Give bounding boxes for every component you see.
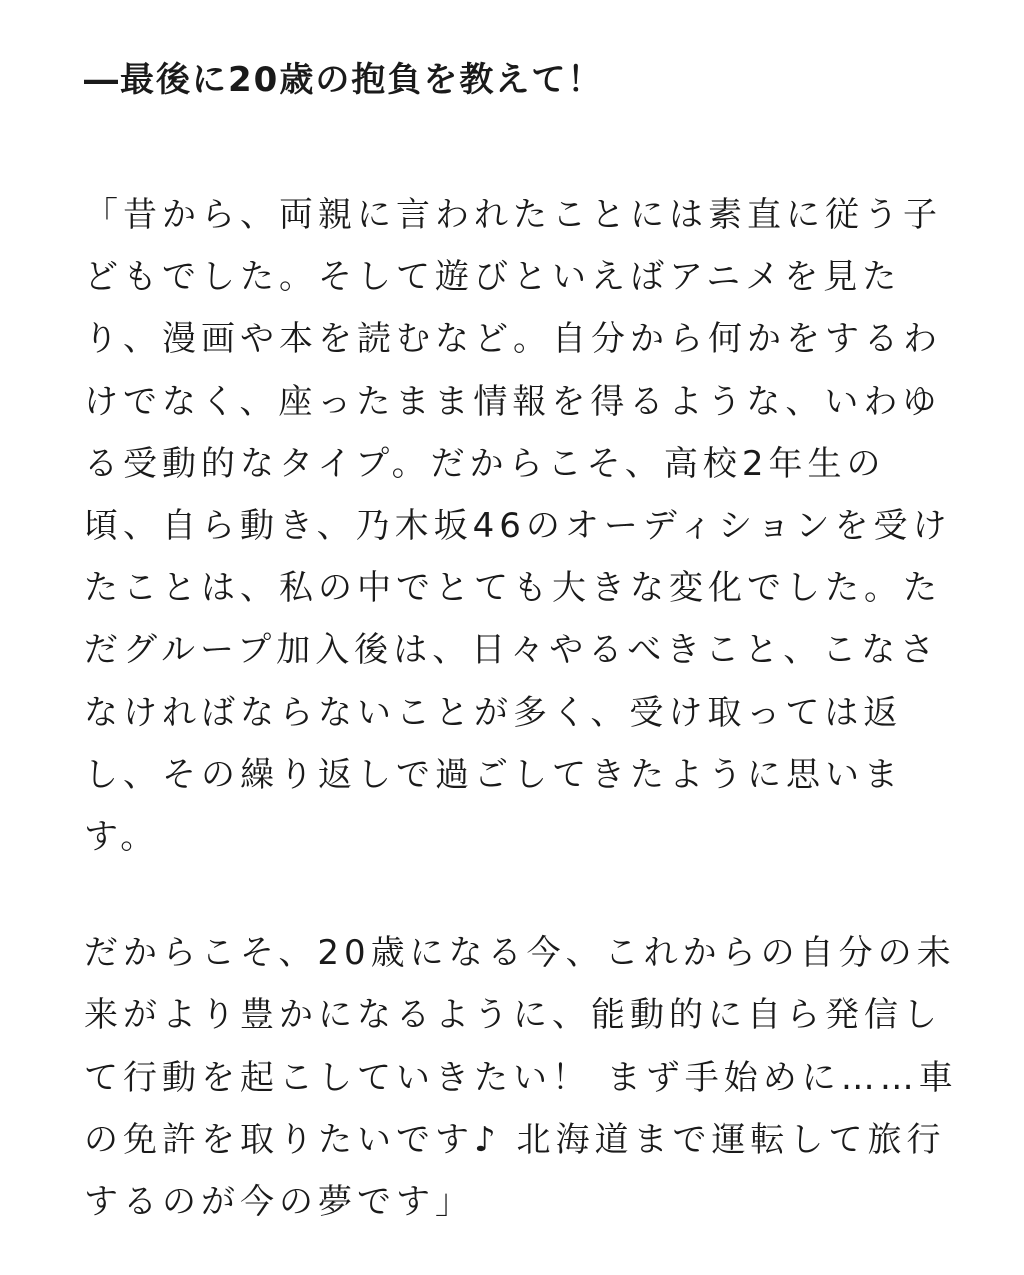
- paragraph-line: す。: [84, 817, 160, 858]
- paragraph-line: だグループ加入後は、日々やるべきこと、こなさ: [84, 630, 940, 671]
- paragraph-line: り、漫画や本を読むなど。自分から何かをするわ: [84, 319, 942, 360]
- paragraph-line: だからこそ、20歳になる今、これからの自分の未: [84, 933, 956, 974]
- paragraph-line: し、その繰り返しで過ごしてきたように思いま: [84, 754, 903, 795]
- article-paragraph: [84, 922, 958, 1233]
- paragraph-line: 「昔から、両親に言われたことには素直に従う子: [84, 195, 942, 235]
- paragraph-line: けでなく、座ったまま情報を得るような、いわゆ: [84, 381, 942, 422]
- paragraph-line: る受動的なタイプ。だからこそ、高校2年生の: [84, 443, 886, 484]
- paragraph-line: 頃、自ら動き、乃木坂46のオーディションを受け: [84, 506, 952, 547]
- paragraph-line: たことは、私の中でとても大きな変化でした。た: [84, 568, 942, 609]
- paragraph-line: なければならないことが多く、受け取っては返: [84, 692, 903, 733]
- article-paragraph: [84, 184, 952, 868]
- paragraph-line: するのが今の夢です」: [84, 1182, 474, 1223]
- paragraph-line: て行動を起こしていきたい！ まず手始めに……車: [84, 1057, 958, 1098]
- article: [84, 52, 958, 1233]
- paragraph-line: 来がより豊かになるように、能動的に自ら発信し: [84, 995, 942, 1036]
- paragraph-line: どもでした。そして遊びといえばアニメを見た: [84, 257, 902, 298]
- article-heading: ―最後に20歳の抱負を教えて！: [84, 60, 604, 100]
- paragraph-line: の免許を取りたいです♪ 北海道まで運転して旅行: [84, 1119, 946, 1160]
